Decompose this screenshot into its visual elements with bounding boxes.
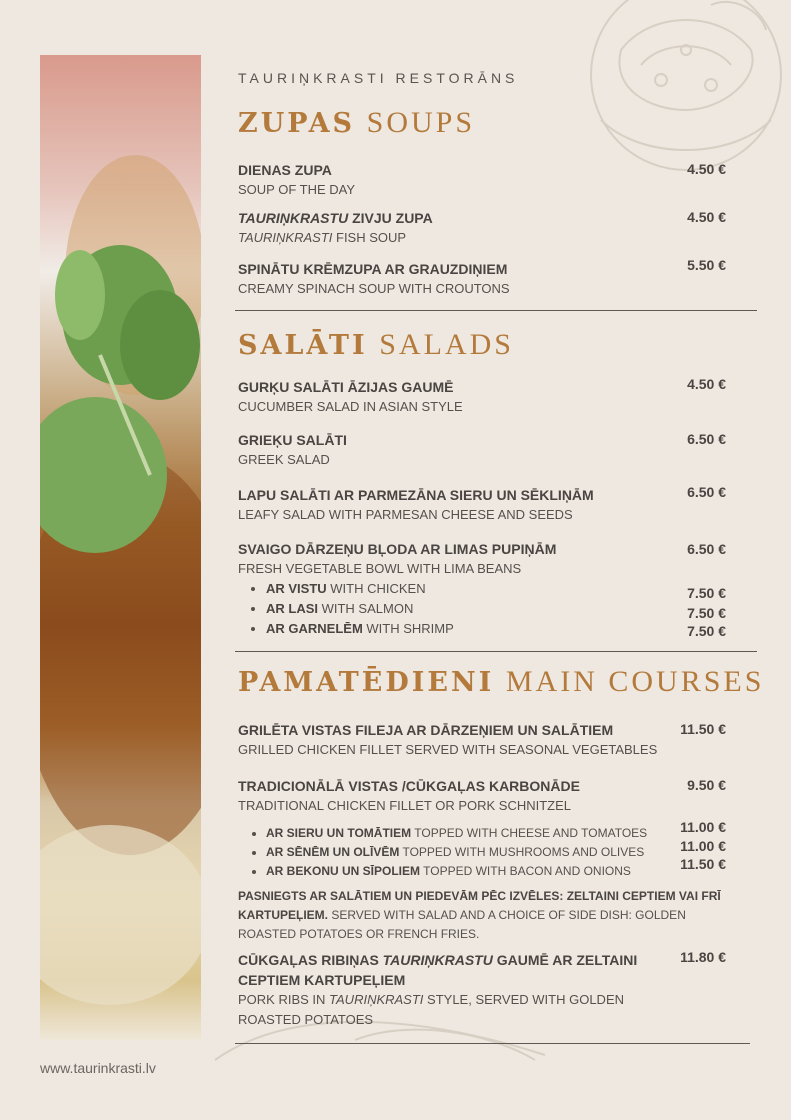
menu-item	[238, 950, 638, 1030]
item-desc: SOUP OF THE DAY	[238, 182, 356, 197]
note-en: SERVED WITH SALAD AND A CHOICE OF SIDE DISH: GOLDEN ROASTED POTATOES OR FRENCH FRIES.	[238, 908, 686, 941]
item-desc: TRADITIONAL CHICKEN FILLET OR PORK SCHNITZEL	[238, 798, 571, 813]
item-name: SPINĀTU KRĒMZUPA AR GRAUZDIŅIEM	[238, 261, 508, 277]
option-en: WITH SALMON	[318, 601, 414, 616]
option-lv: AR VISTU	[266, 581, 327, 596]
option-lv: AR GARNELĒM	[266, 621, 363, 636]
menu-item	[238, 259, 728, 299]
item-price: 6.50 €	[687, 431, 726, 447]
menu-item	[238, 160, 728, 200]
item-price: 4.50 €	[687, 209, 726, 225]
option-item	[266, 579, 728, 599]
title-lv: ZUPAS	[238, 108, 356, 139]
item-price: 6.50 €	[687, 541, 726, 557]
title-en: SALADS	[379, 328, 514, 361]
item-name: GRIEĶU SALĀTI	[238, 432, 347, 448]
item-name: CŪKGAĻAS RIBIŅAS	[238, 952, 383, 968]
section-title-soups	[238, 106, 475, 140]
option-price: 11.00 €	[680, 819, 726, 835]
item-price: 9.50 €	[687, 777, 726, 793]
item-price: 4.50 €	[687, 376, 726, 392]
title-en: MAIN COURSES	[505, 665, 765, 698]
option-price: 11.50 €	[680, 856, 726, 872]
section-title-mains	[238, 665, 764, 699]
website-url[interactable]: www.taurinkrasti.lv	[40, 1060, 156, 1076]
item-name: GURĶU SALĀTI ĀZIJAS GAUMĒ	[238, 379, 454, 395]
option-price: 7.50 €	[687, 585, 726, 601]
menu-item	[238, 208, 728, 248]
item-price: 4.50 €	[687, 161, 726, 177]
restaurant-name: TAURIŅKRASTI RESTORĀNS	[238, 70, 519, 86]
item-desc: STYLE, SERVED WITH GOLDEN ROASTED POTATOES	[238, 992, 625, 1027]
option-item	[266, 619, 728, 639]
option-lv: AR BEKONU UN SĪPOLIEM	[266, 864, 421, 878]
section-title-salads	[238, 328, 514, 362]
option-item	[266, 843, 728, 862]
title-lv: SALĀTI	[238, 330, 368, 361]
item-price: 5.50 €	[687, 257, 726, 273]
title-en: SOUPS	[366, 106, 476, 139]
option-en: WITH CHICKEN	[326, 581, 426, 596]
item-name: GRILĒTA VISTAS FILEJA AR DĀRZEŅIEM UN SALĀTIEM	[238, 722, 614, 738]
option-en: TOPPED WITH CHEESE AND TOMATOES	[411, 826, 648, 840]
menu-item	[238, 377, 728, 417]
option-en: WITH SHRIMP	[362, 621, 454, 636]
item-desc: FISH SOUP	[332, 230, 407, 245]
item-name: GAUMĒ AR ZELTAINI CEPTIEM KARTUPEĻIEM	[238, 952, 638, 988]
option-price: 7.50 €	[687, 623, 726, 639]
option-en: TOPPED WITH MUSHROOMS AND OLIVES	[399, 845, 645, 859]
divider	[235, 310, 757, 311]
divider	[235, 1043, 750, 1044]
food-photo	[40, 55, 201, 1040]
item-desc: GRILLED CHICKEN FILLET SERVED WITH SEASONAL VEGETABLES	[238, 742, 658, 757]
option-price: 11.00 €	[680, 838, 726, 854]
item-desc: CUCUMBER SALAD IN ASIAN STYLE	[238, 399, 463, 414]
item-price: 11.50 €	[680, 721, 726, 737]
item-desc-em: TAURIŅKRASTI	[238, 230, 333, 245]
option-item	[266, 862, 728, 881]
item-name-em: TAURIŅKRASTU	[382, 952, 493, 968]
item-desc-em: TAURIŅKRASTI	[329, 992, 424, 1007]
item-name: SVAIGO DĀRZEŅU BĻODA AR LIMAS PUPIŅĀM	[238, 541, 557, 557]
title-lv: PAMATĒDIENI	[238, 667, 495, 698]
item-desc: PORK RIBS IN	[238, 992, 330, 1007]
menu-item	[238, 539, 728, 639]
menu-item	[238, 430, 728, 470]
item-name-em: TAURIŅKRASTU	[238, 210, 349, 226]
option-lv: AR LASI	[266, 601, 318, 616]
option-list	[238, 824, 728, 881]
item-name: ZIVJU ZUPA	[348, 210, 433, 226]
option-lv: AR SĒNĒM UN OLĪVĒM	[266, 845, 400, 859]
serving-note	[238, 887, 728, 944]
divider	[235, 651, 757, 652]
item-price: 11.80 €	[680, 949, 726, 965]
note-lv: PASNIEGTS AR SALĀTIEM UN PIEDEVĀM PĒC IZVĒLES: ZELTAINI CEPTIEM VAI FRĪ KARTUPEĻIEM.	[238, 889, 721, 922]
item-desc: GREEK SALAD	[238, 452, 330, 467]
option-lv: AR SIERU UN TOMĀTIEM	[266, 826, 412, 840]
option-en: TOPPED WITH BACON AND ONIONS	[420, 864, 631, 878]
option-item	[266, 824, 728, 843]
menu-item	[238, 776, 728, 944]
item-name: LAPU SALĀTI AR PARMEZĀNA SIERU UN SĒKLIŅĀM	[238, 487, 594, 503]
option-list	[238, 579, 728, 639]
option-price: 7.50 €	[687, 605, 726, 621]
item-desc: FRESH VEGETABLE BOWL WITH LIMA BEANS	[238, 561, 522, 576]
menu-item	[238, 485, 728, 525]
option-item	[266, 599, 728, 619]
item-desc: LEAFY SALAD WITH PARMESAN CHEESE AND SEEDS	[238, 507, 573, 522]
item-desc: CREAMY SPINACH SOUP WITH CROUTONS	[238, 281, 510, 296]
menu-item	[238, 720, 728, 760]
item-price: 6.50 €	[687, 484, 726, 500]
item-name: DIENAS ZUPA	[238, 162, 332, 178]
item-name: TRADICIONĀLĀ VISTAS /CŪKGAĻAS KARBONĀDE	[238, 778, 580, 794]
